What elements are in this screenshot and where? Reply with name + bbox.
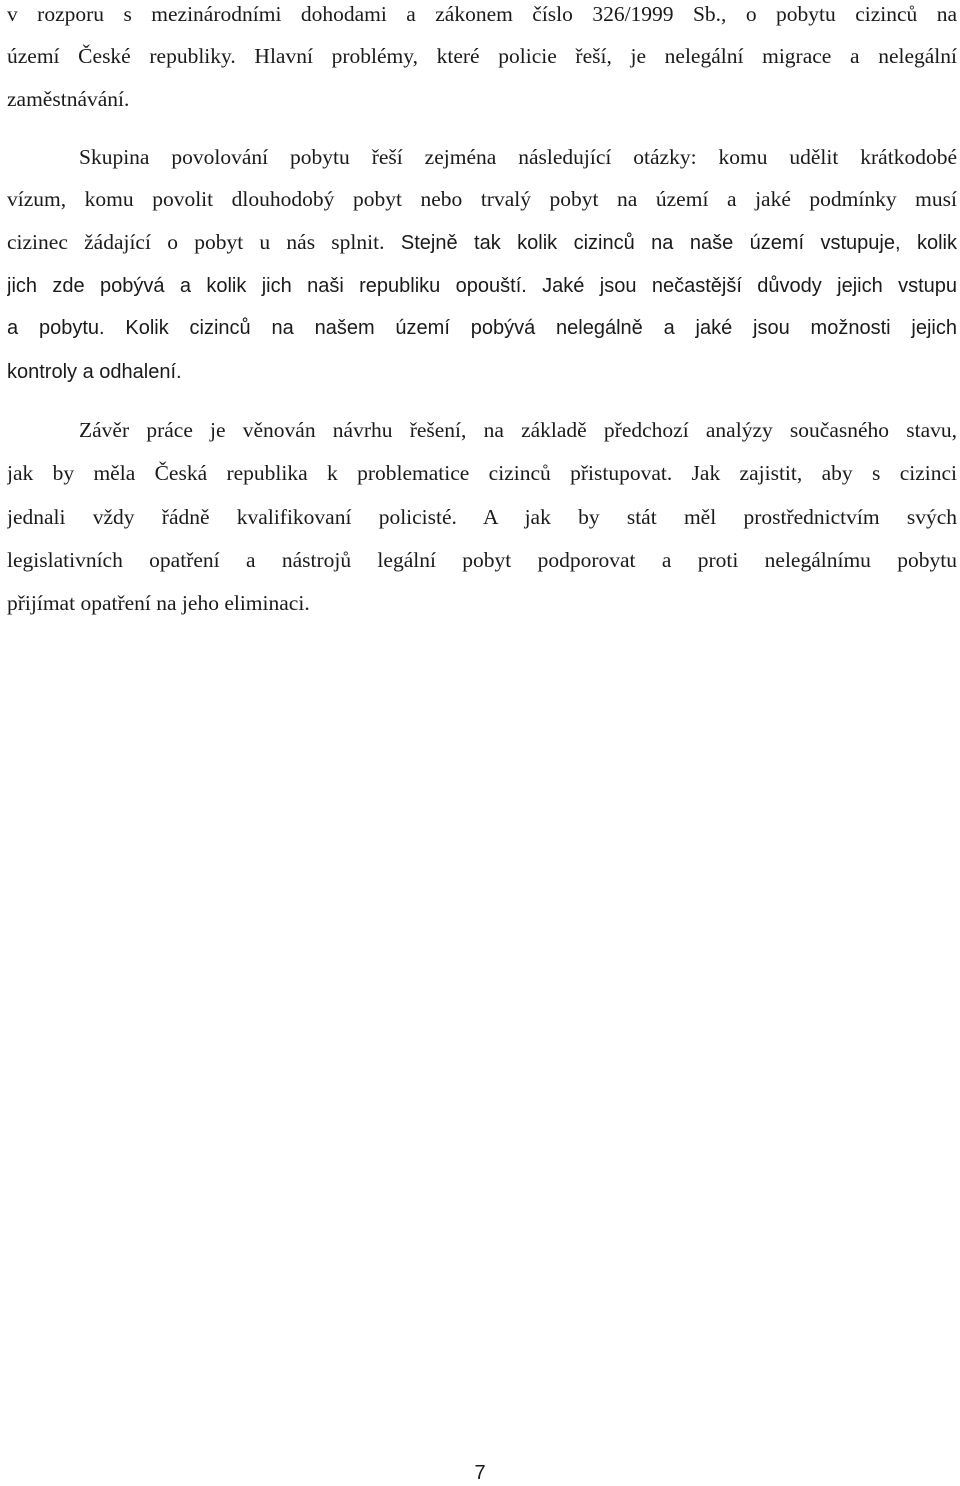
text-line: Skupina povolování pobytu řeší zejména následující otázky: komu udělit krátkodobé: [79, 145, 957, 169]
text-line: [7, 228, 957, 256]
text-line: území České republiky. Hlavní problémy, které policie řeší, je nelegální migrace a nelegální: [7, 44, 957, 68]
text-line: kontroly a odhalení.: [7, 361, 182, 383]
text-line-part: cizinec žádající o pobyt u nás splnit.: [7, 230, 385, 254]
text-line: legislativních opatření a nástrojů legální pobyt podporovat a proti nelegálnímu pobytu: [7, 548, 957, 572]
text-line: jak by měla Česká republika k problematice cizinců přistupovat. Jak zajistit, aby s cizinci: [7, 461, 957, 485]
text-line: vízum, komu povolit dlouhodobý pobyt nebo trvalý pobyt na území a jaké podmínky musí: [7, 187, 957, 211]
text-line: a pobytu. Kolik cizinců na našem území pobývá nelegálně a jaké jsou možnosti jejich: [7, 317, 957, 339]
text-line: jich zde pobývá a kolik jich naši republiku opouští. Jaké jsou nečastější důvody jejich vstupu: [7, 275, 957, 297]
page-number: 7: [474, 1462, 486, 1484]
text-line-part: Stejně tak kolik cizinců na naše území vstupuje, kolik: [384, 232, 957, 254]
text-line: Závěr práce je věnován návrhu řešení, na základě předchozí analýzy současného stavu,: [79, 418, 957, 442]
text-line: zaměstnávání.: [7, 87, 130, 111]
text-line: jednali vždy řádně kvalifikovaní policisté. A jak by stát měl prostřednictvím svých: [7, 505, 957, 529]
text-line: přijímat opatření na jeho eliminaci.: [7, 591, 310, 615]
text-line: v rozporu s mezinárodními dohodami a zákonem číslo 326/1999 Sb., o pobytu cizinců na: [7, 2, 957, 26]
